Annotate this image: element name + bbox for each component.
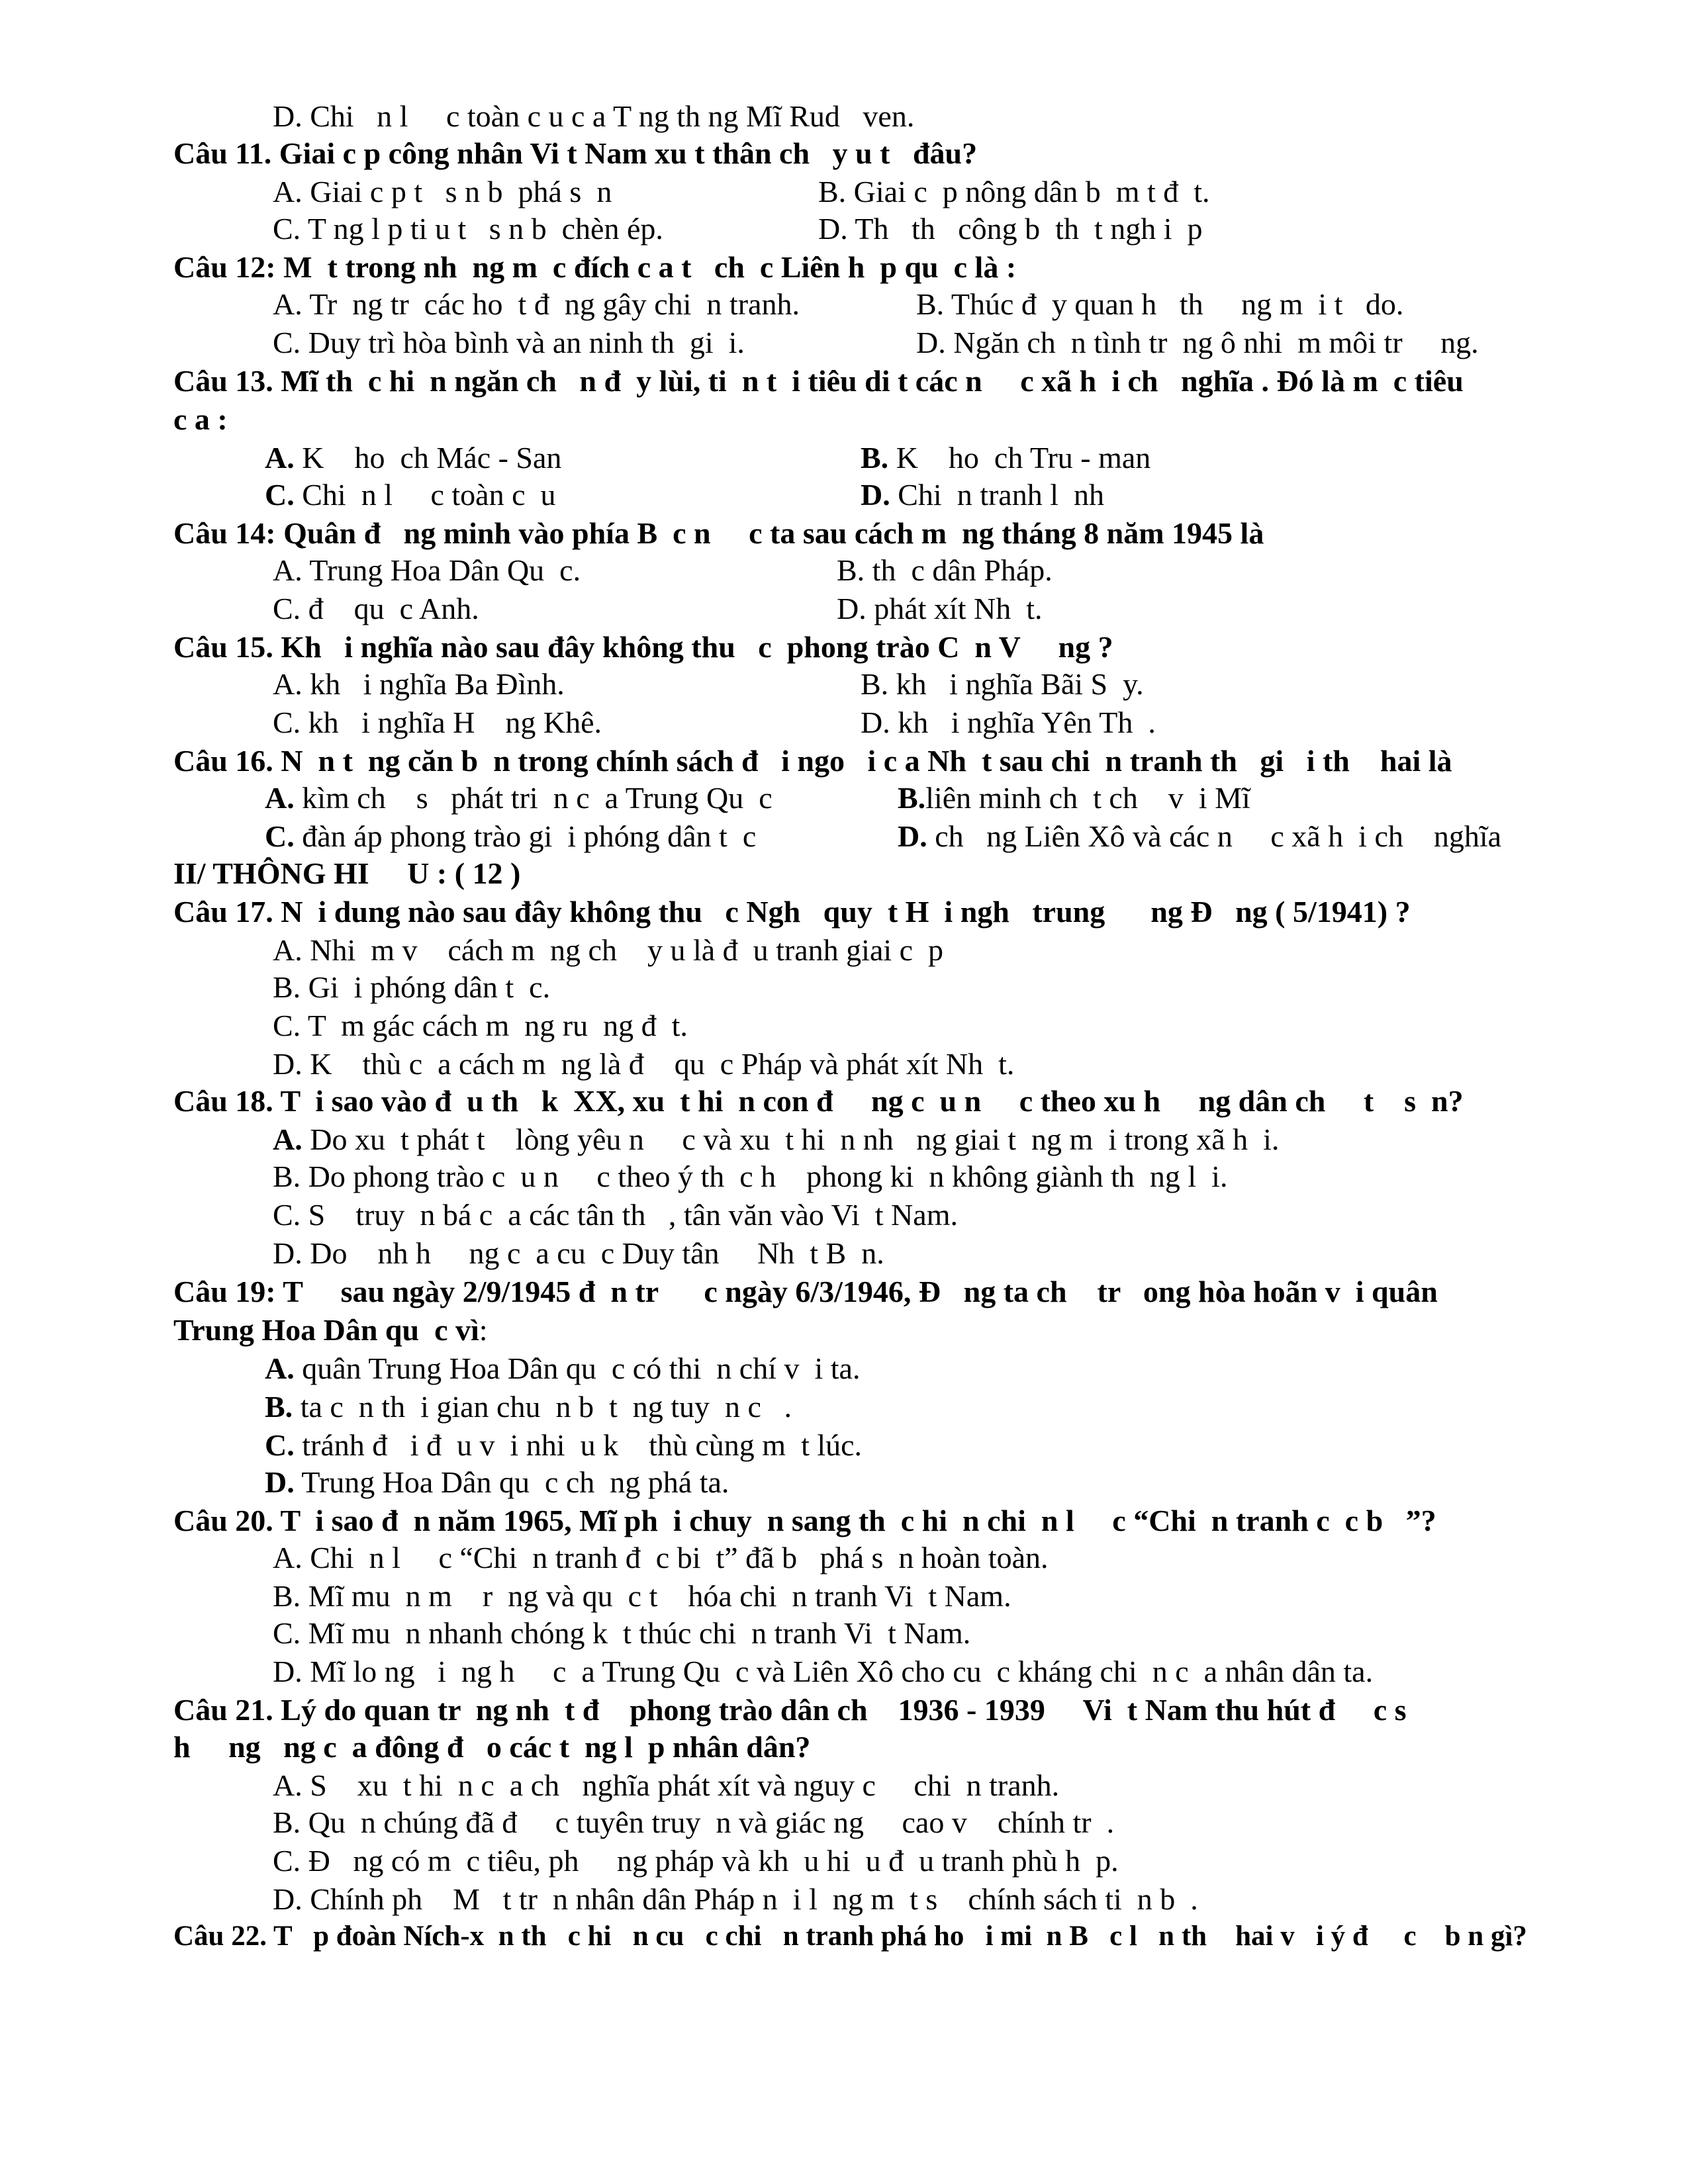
q20-option-d: D. Mĩ lo ng i ng h c a Trung Qu c và Liên Xô cho cu c kháng chi n c a nhân dân ta. (273, 1655, 1374, 1688)
q18-option-d: D. Do nh h ng c a cu c Duy tân Nh t B n. (273, 1236, 884, 1270)
q16-option-c (265, 818, 756, 855)
question-text: Trung Hoa Dân qu c vì (173, 1313, 479, 1347)
question-colon: : (479, 1313, 488, 1347)
option-label: D. (265, 1465, 295, 1499)
question-text: . Kh i nghĩa nào sau đây không thu c phong trào C n V ng ? (265, 630, 1113, 664)
option-label: C. (265, 819, 295, 853)
q12-option-c: C. Duy trì hòa bình và an ninh th gi i. (273, 326, 745, 359)
question-18: Câu 18. T i sao vào đ u th k XX, xu t hi n con đ ng c u n c theo xu h ng dân ch t s n? (173, 1084, 1464, 1118)
q14-option-d: D. phát xít Nh t. (837, 592, 1043, 625)
q18-option-a (273, 1121, 1279, 1158)
q17-option-b: B. Gi i phóng dân t c. (273, 970, 551, 1004)
q11-option-d: D. Th th công b th t ngh i p (818, 212, 1203, 246)
option-label: D. (898, 819, 927, 853)
q21-option-a: A. S xu t hi n c a ch nghĩa phát xít và nguy c chi n tranh. (273, 1768, 1060, 1802)
option-label: C. (265, 1428, 295, 1462)
q10-option-d: D. Chi n l c toàn c u c a T ng th ng Mĩ Rud ven. (273, 99, 915, 133)
q13-option-d (861, 477, 1104, 514)
option-text: K ho ch Mác - San (294, 441, 562, 475)
option-text: Trung Hoa Dân qu c ch ng phá ta. (294, 1465, 729, 1499)
option-label: C. (265, 478, 295, 512)
question-19: Câu 19: T sau ngày 2/9/1945 đ n tr c ngày 6/3/1946, Đ ng ta ch tr ong hòa hoãn v i quân (173, 1275, 1438, 1308)
option-label: B. (265, 1390, 293, 1424)
q16-option-a (265, 780, 773, 817)
question-12: Câu 12: M t trong nh ng m c đích c a t ch c Liên h p qu c là : (173, 250, 1017, 284)
question-19-cont (173, 1312, 488, 1349)
q13-option-c (265, 477, 556, 514)
question-17: Câu 17. N i dung nào sau đây không thu c Ngh quy t H i ngh trung ng Đ ng ( 5/1941) ? (173, 895, 1411, 929)
q11-option-c: C. T ng l p ti u t s n b chèn ép. (273, 212, 663, 246)
q19-option-a (265, 1350, 860, 1387)
option-text: K ho ch Tru - man (888, 441, 1151, 475)
question-16: Câu 16. N n t ng căn b n trong chính sách đ i ngo i c a Nh t sau chi n tranh th gi i th hai là (173, 744, 1452, 778)
q19-option-c (265, 1427, 862, 1464)
option-text: Chi n l c toàn c u (294, 478, 556, 512)
q21-option-c: C. Đ ng có m c tiêu, ph ng pháp và kh u hi u đ u tranh phù h p. (273, 1844, 1119, 1878)
option-label: B. (861, 441, 889, 475)
question-22: Câu 22. T p đoàn Ních-x n th c hi n cu c chi n tranh phá ho i mi n B c l n th hai v i ý đ c b n gì? (173, 1921, 1527, 1952)
option-text: Chi n tranh l nh (890, 478, 1104, 512)
q20-option-a: A. Chi n l c “Chi n tranh đ c bi t” đã b phá s n hoàn toàn. (273, 1541, 1049, 1574)
option-label: A. (273, 1122, 303, 1156)
q18-option-c: C. S truy n bá c a các tân th , tân văn vào Vi t Nam. (273, 1198, 958, 1232)
q12-option-d: D. Ngăn ch n tình tr ng ô nhi m môi tr ng. (916, 326, 1479, 359)
question-number: Câu 15 (173, 630, 266, 664)
q15-option-a: A. kh i nghĩa Ba Đình. (273, 667, 565, 701)
q14-option-a: A. Trung Hoa Dân Qu c. (273, 553, 581, 587)
q13-option-a (265, 439, 561, 477)
q12-option-a: A. Tr ng tr các ho t đ ng gây chi n tranh. (273, 287, 800, 321)
q11-option-a: A. Giai c p t s n b phá s n (273, 175, 612, 208)
q20-option-c: C. Mĩ mu n nhanh chóng k t thúc chi n tranh Vi t Nam. (273, 1616, 971, 1650)
q14-option-c: C. đ qu c Anh. (273, 592, 479, 625)
question-11: Câu 11. Giai c p công nhân Vi t Nam xu t thân ch y u t đâu? (173, 136, 978, 170)
q16-option-b (898, 780, 1250, 817)
question-13-cont: c a : (173, 402, 228, 436)
q17-option-d: D. K thù c a cách m ng là đ qu c Pháp và phát xít Nh t. (273, 1047, 1015, 1081)
q21-option-d: D. Chính ph M t tr n nhân dân Pháp n i l ng m t s chính sách ti n b . (273, 1882, 1198, 1916)
option-text: kìm ch s phát tri n c a Trung Qu c (294, 781, 773, 815)
q18-option-b: B. Do phong trào c u n c theo ý th c h phong ki n không giành th ng l i. (273, 1160, 1228, 1193)
question-14: Câu 14: Quân đ ng minh vào phía B c n c ta sau cách m ng tháng 8 năm 1945 là (173, 516, 1264, 550)
q11-option-b: B. Giai c p nông dân b m t đ t. (818, 175, 1210, 208)
q15-option-d: D. kh i nghĩa Yên Th . (861, 705, 1156, 739)
option-label: A. (265, 1351, 295, 1385)
section-heading: II/ THÔNG HI U : ( 12 ) (173, 856, 521, 890)
q21-option-b: B. Qu n chúng đã đ c tuyên truy n và giác ng cao v chính tr . (273, 1805, 1115, 1839)
q20-option-b: B. Mĩ mu n m r ng và qu c t hóa chi n tranh Vi t Nam. (273, 1579, 1011, 1613)
q17-option-a: A. Nhi m v cách m ng ch y u là đ u tranh giai c p (273, 933, 944, 967)
option-text: ch ng Liên Xô và các n c xã h i ch nghĩa (927, 819, 1502, 853)
q14-option-b: B. th c dân Pháp. (837, 553, 1053, 587)
option-text: liên minh ch t ch v i Mĩ (925, 781, 1250, 815)
q17-option-c: C. T m gác cách m ng ru ng đ t. (273, 1009, 688, 1042)
option-text: đàn áp phong trào gi i phóng dân t c (294, 819, 757, 853)
option-label: D. (861, 478, 890, 512)
option-text: Do xu t phát t lòng yêu n c và xu t hi n nh ng giai t ng m i trong xã h i. (302, 1122, 1280, 1156)
option-text: quân Trung Hoa Dân qu c có thi n chí v i ta. (294, 1351, 861, 1385)
q19-option-b (265, 1388, 792, 1426)
q12-option-b: B. Thúc đ y quan h th ng m i t do. (916, 287, 1404, 321)
option-text: ta c n th i gian chu n b t ng tuy n c . (293, 1390, 792, 1424)
q15-option-c: C. kh i nghĩa H ng Khê. (273, 705, 602, 739)
option-text: tránh đ i đ u v i nhi u k thù cùng m t lúc. (294, 1428, 863, 1462)
q15-option-b: B. kh i nghĩa Bãi S y. (861, 667, 1144, 701)
question-21: Câu 21. Lý do quan tr ng nh t đ phong trào dân ch 1936 - 1939 Vi t Nam thu hút đ c s (173, 1693, 1407, 1727)
question-21-cont: h ng ng c a đông đ o các t ng l p nhân dân? (173, 1730, 811, 1764)
option-label: A. (265, 781, 295, 815)
question-13: Câu 13. Mĩ th c hi n ngăn ch n đ y lùi, ti n t i tiêu di t các n c xã h i ch nghĩa . Đó là m c tiêu (173, 364, 1464, 398)
option-label: A. (265, 441, 295, 475)
q13-option-b (861, 439, 1150, 477)
option-label: B. (898, 781, 926, 815)
q19-option-d (265, 1464, 729, 1501)
q16-option-d (898, 818, 1501, 855)
question-20: Câu 20. T i sao đ n năm 1965, Mĩ ph i chuy n sang th c hi n chi n l c “Chi n tranh c c b ”? (173, 1504, 1436, 1537)
question-15 (173, 629, 1113, 666)
